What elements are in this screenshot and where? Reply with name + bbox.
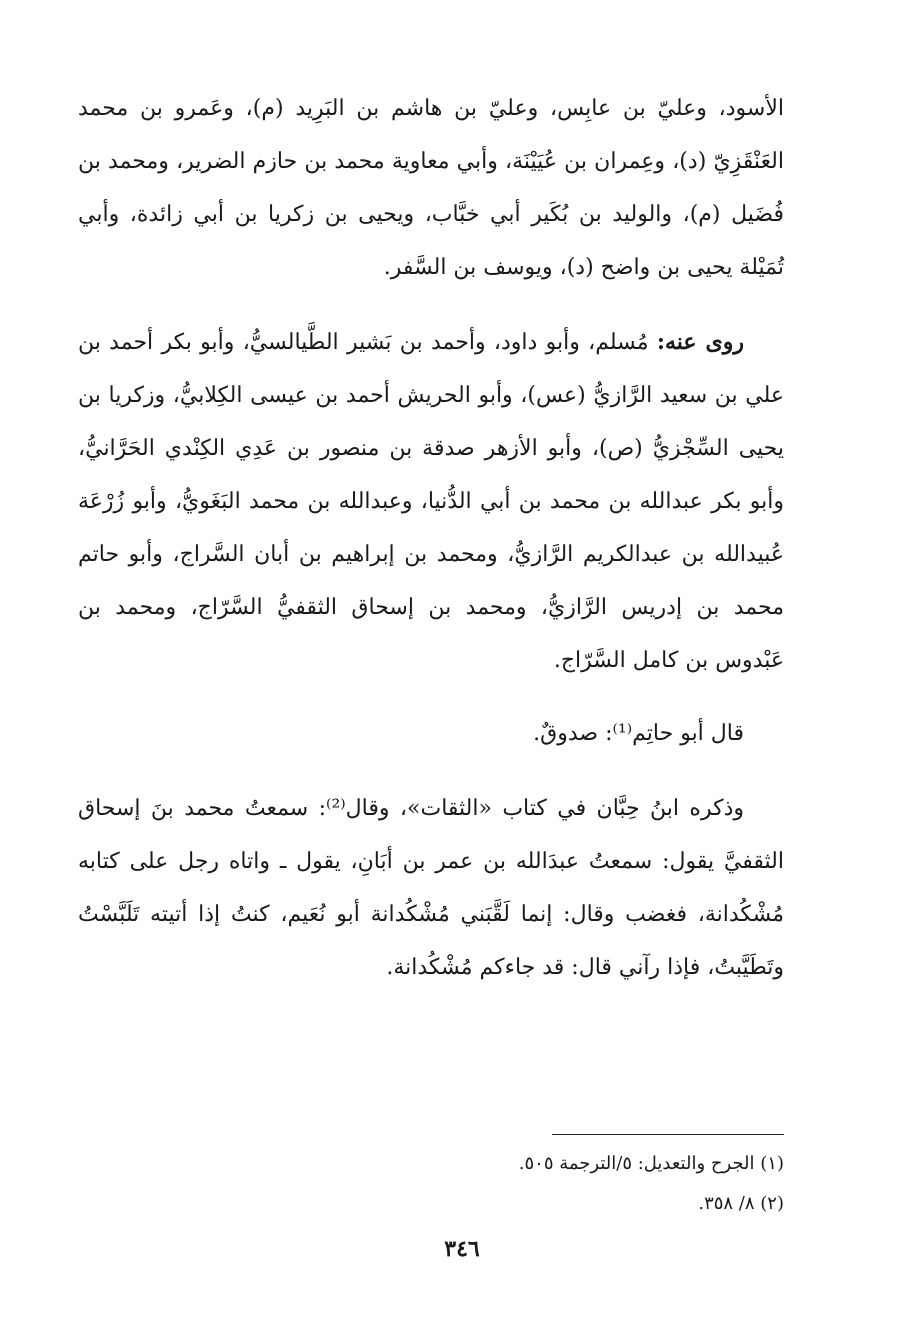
footnote-divider	[552, 1134, 784, 1135]
narrators-text: مُسلم، وأبو داود، وأحمد بن بَشير الطَّيالسيُّ، وأبو بكر أحمد بن علي بن سعيد الرَّازيُّ (عس)، وأبو الحريش أحمد بن عيسى الكِلابيُّ، وزكريا بن يحيى السِّجْزيُّ (ص)، وأبو الأزهر صدقة بن منصور بن عَدِي الكِنْدي الحَرَّانيُّ، وأبو بكر عبدالله بن محمد بن أبي الدُّنيا، وعبدالله بن محمد البَغَويُّ، وأبو زُرْعَة عُبيدالله بن عبدالكريم الرَّازيُّ، ومحمد بن إبراهيم بن أبان السَّراج، وأبو حاتم محمد بن إدريس الرَّازيُّ، ومحمد بن إسحاق الثقفيُّ السَّرّاج، ومحمد بن عَبْدوس بن كامل السَّرّاج.	[78, 330, 784, 673]
footnote-1: (١) الجرح والتعديل: ٥/الترجمة ٥٠٥.	[518, 1153, 784, 1174]
page-number: ٣٤٦	[444, 1236, 480, 1262]
footnotes	[78, 1144, 784, 1224]
paragraph-ibn-hibban: وذكره ابنُ حِبَّان في كتاب «الثقات»، وقال⁽²⁾: سمعتُ محمد بنَ إسحاق الثقفيَّ يقول: سمعتُ عبدَالله بن عمر بن أبَانِ، يقول ـ واتاه رجل على كتابه مُشْكُدانة، فغضب وقال: إنما لَقَّبَني مُشْكُدانة أبو نُعَيم، كنتُ إذا أتيته تَلَبَّسْتُ وتَطَيَّبتُ، فإذا رآني قال: قد جاءكم مُشْكُدانة.	[78, 796, 784, 980]
paragraph-abu-hatim: قال أبو حاتِم⁽¹⁾: صدوقٌ.	[533, 721, 744, 746]
paragraph-teachers: الأسود، وعليّ بن عابِس، وعليّ بن هاشم بن البَرِيد (م)، وعَمرو بن محمد العَنْقَزِيّ (د)، وعِمران بن عُيَيْنَة، وأبي معاوية محمد بن حازم الضرير، ومحمد بن فُضَيل (م)، والوليد بن بُكَير أبي خبَّاب، ويحيى بن زكريا بن أبي زائدة، وأبي تُمَيْلة يحيى بن واضح (د)، ويوسف بن السَّفر.	[78, 96, 784, 280]
narrators-label: روى عنه:	[656, 329, 744, 355]
document-page	[78, 82, 784, 1282]
paragraph-narrators	[78, 316, 784, 687]
footnote-2: (٢) ٨/ ٣٥٨.	[698, 1193, 784, 1214]
